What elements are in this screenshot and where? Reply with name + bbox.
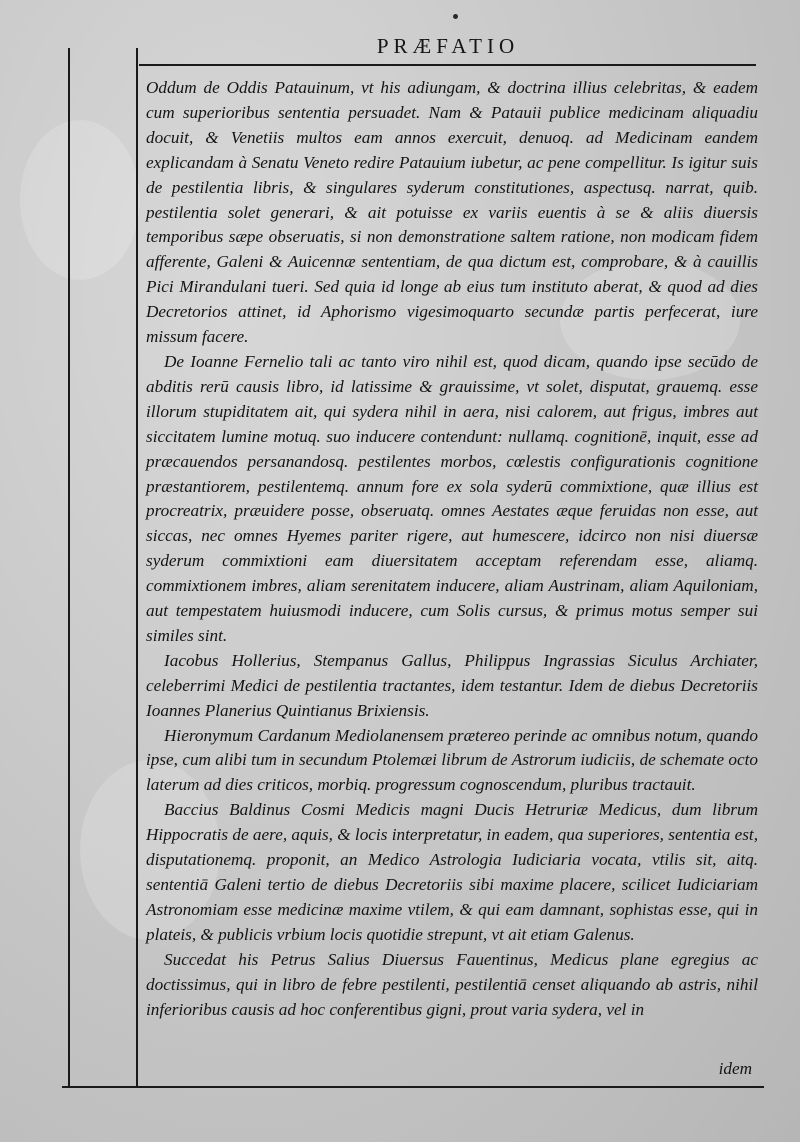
inner-margin-rule: [136, 48, 138, 1088]
footer-rule: [62, 1086, 764, 1088]
running-head: PRÆFATIO: [376, 34, 520, 58]
paragraph-oddus: Oddum de Oddis Patauinum, vt his adiungam, & doctrina illius celebritas, & eadem cum superioribus sententia persuadet. Nam & Patauii publice medicinam aliquadiu docuit, & Venetiis multos eam annos exercuit, denuoq. ad Medicinam eandem explicandam à Senatu Veneto redire Patauium iubetur, ac pene compellitur. Is igitur suis de pestilentia libris, & singulares syderum constitutiones, aspectusq. narrat, quib. pestilentia solet generari, & ait potuisse ex variis euentis à se & aliis diuersis temporibus sæpe obseruatis, si non demonstratione saltem ratione, non modicam fidem afferente, Galeni & Auicennæ sententiam, de qua dictum est, comprobare, & à cauillis Pici Mirandulani tueri. Sed quia id longe ab eius tum instituto aberat, & quod ad dies Decretorios attinet, id Aphorismo vigesimoquarto secundæ partis perfecerat, iure missum facere.: [146, 78, 758, 347]
catchword: idem: [718, 1059, 752, 1078]
paragraph-baldinus: Baccius Baldinus Cosmi Medicis magni Ducis Hetruriæ Medicus, dum librum Hippocratis de aere, aquis, & locis interpretatur, in eadem, qua superiores, sententia est, disputationemq. proponit, an Medico Astrologia Iudiciaria vocata, vtilis sit, aitq. sententiā Galeni tertio de diebus Decretoriis sibi maxime placere, scilicet Iudiciariam Astronomiam esse medicinæ maxime vtilem, & qui eam damnant, sophistas esse, qui in plateis, & publicis vrbium locis quotidie strepunt, vt ait etiam Galenus.: [146, 800, 758, 944]
printer-ornament-dot: [453, 14, 458, 19]
outer-margin-rule: [68, 48, 70, 1088]
paragraph-fernelius: De Ioanne Fernelio tali ac tanto viro nihil est, quod dicam, quando ipse secūdo de abditis rerū causis libro, id latissime & grauissime, vt solet, disputat, grauemq. esse illorum stupiditatem ait, qui sydera nihil in aera, nisi calorem, aut frigus, imbres aut siccitatem lumine motuq. suo inducere contendunt: nullamq. cognitionē, inquit, esse ad præcauendos persanandosq. pestilentes morbos, cœlestis configurationis cognitione præstantiorem, pestilentemq. annum fore ex sola syderū commixtione, quæ illius est procreatrix, præuidere posse, obseruatq. omnes Aestates æque feruidas non esse, aut siccas, nec omnes Hyemes pariter rigere, aut humescere, idcirco non nisi diuersæ syderum commixtioni eam diuersitatem acceptam referendam esse, aliamq. commixtionem imbres, aliam serenitatem inducere, aliam Austrinam, aliam Aquiloniam, aut tempestatem huiusmodi inducere, cum Solis cursus, & primus motus semper sui similes sint.: [146, 351, 758, 645]
paragraph-cardanus: Hieronymum Cardanum Mediolanensem prætereo perinde ac omnibus notum, quando ipse, cum alibi tum in secundum Ptolemæi librum de Astrorum iudiciis, de schemate octo laterum ad dies criticos, morbiq. progressum cognoscendum, pluribus tractauit.: [146, 725, 758, 795]
paper-stain: [20, 120, 140, 280]
paragraph-salius: Succedat his Petrus Salius Diuersus Fauentinus, Medicus plane egregius ac doctissimus, qui in libro de febre pestilenti, pestilentiā censet aliquando ab astris, nihil inferioribus causis ad hoc conferentibus gigni, prout varia sydera, vel in: [146, 949, 758, 1019]
paragraph-hollerius: Iacobus Hollerius, Stempanus Gallus, Philippus Ingrassias Siculus Archiater, celeberrimi Medici de pestilentia tractantes, idem testantur. Idem de diebus Decretoriis Ioannes Planerius Quintianus Brixiensis.: [146, 650, 758, 720]
body-text: [146, 76, 758, 1022]
header-rule: [139, 64, 756, 66]
